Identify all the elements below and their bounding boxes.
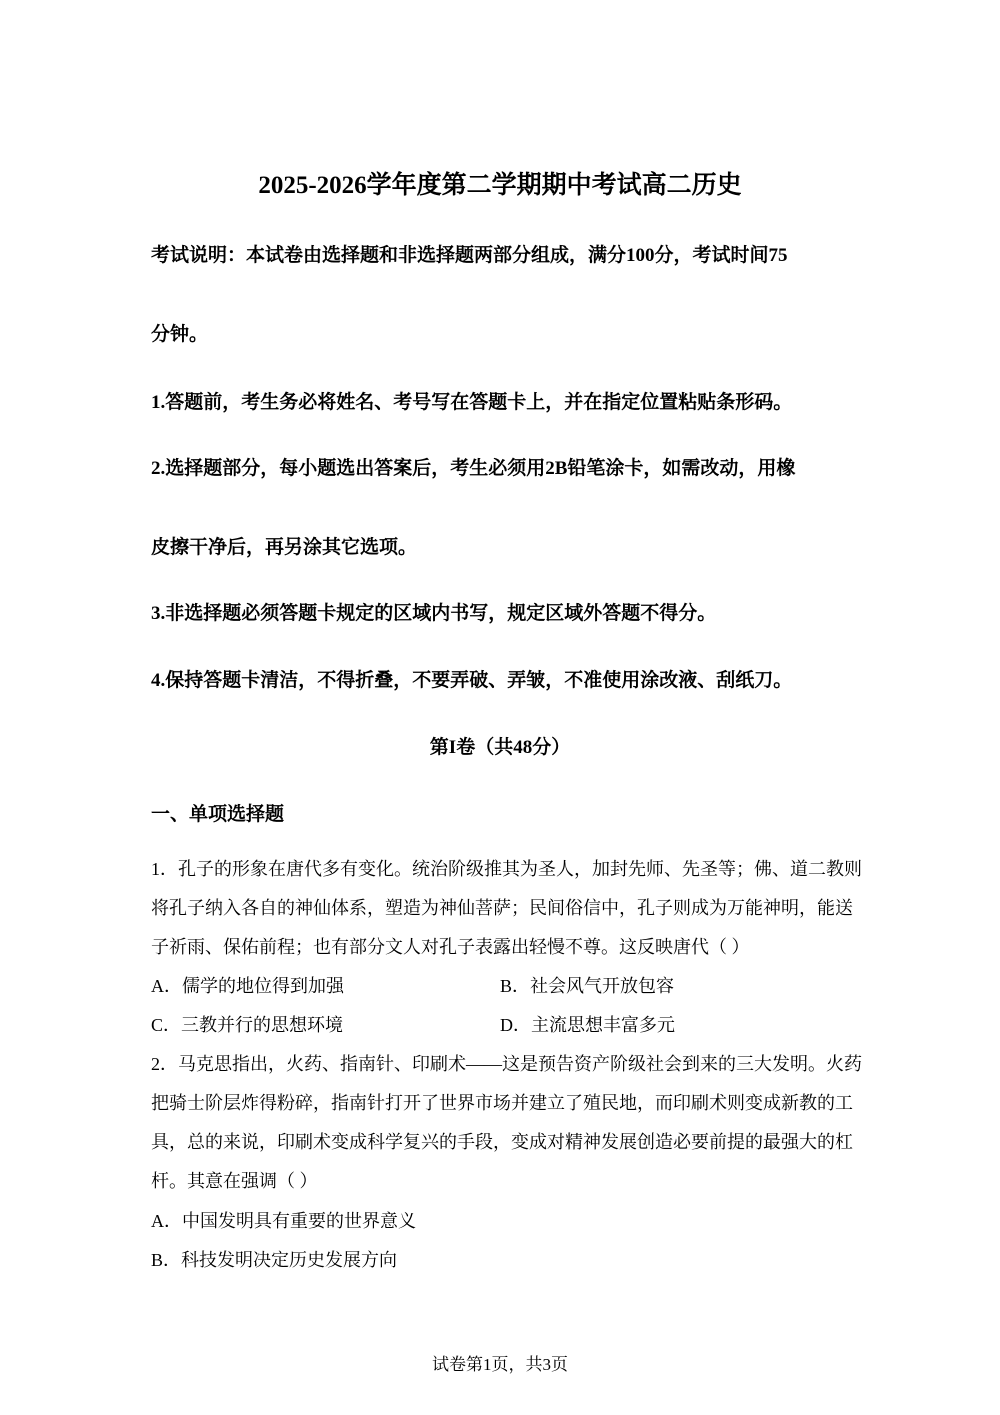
- exam-instructions-intro-cont: 分钟。: [151, 324, 209, 345]
- exam-rule-2-cont: 皮擦干净后，再另涂其它选项。: [151, 537, 418, 558]
- exam-rule-2: 2.选择题部分，每小题选出答案后，考生必须用2B铅笔涂卡，如需改动，用橡: [151, 458, 796, 479]
- question-2-line-4: 杆。其意在强调（ ）: [151, 1171, 318, 1191]
- question-2-line-3: 具，总的来说，印刷术变成科学复兴的手段，变成对精神发展创造必要前提的最强大的杠: [151, 1132, 853, 1152]
- page-footer: 试卷第1页，共3页: [432, 1355, 568, 1374]
- question-1-line-3: 子祈雨、保佑前程；也有部分文人对孔子表露出轻慢不尊。这反映唐代（ ）: [151, 937, 750, 957]
- question-2-option-a: A．中国发明具有重要的世界意义: [151, 1211, 416, 1231]
- part-heading: 第I卷（共48分）: [429, 737, 571, 758]
- section-heading: 一、单项选择题: [151, 804, 285, 825]
- exam-rule-3: 3.非选择题必须答题卡规定的区域内书写，规定区域外答题不得分。: [151, 603, 717, 624]
- question-2-option-b: B．科技发明决定历史发展方向: [151, 1250, 398, 1270]
- question-1-option-d: D．主流思想丰富多元: [500, 1015, 675, 1035]
- question-1-option-c: C．三教并行的思想环境: [151, 1015, 344, 1035]
- question-1-option-a: A．儒学的地位得到加强: [151, 976, 344, 996]
- question-1-line-1: 1．孔子的形象在唐代多有变化。统治阶级推其为圣人，加封先师、先圣等；佛、道二教则: [151, 859, 862, 879]
- question-2-line-1: 2．马克思指出，火药、指南针、印刷术——这是预告资产阶级社会到来的三大发明。火药: [151, 1054, 862, 1074]
- question-1-line-2: 将孔子纳入各自的神仙体系，塑造为神仙菩萨；民间俗信中，孔子则成为万能神明，能送: [151, 898, 853, 918]
- question-1-option-b: B．社会风气开放包容: [500, 976, 675, 996]
- exam-rule-4: 4.保持答题卡清洁，不得折叠，不要弄破、弄皱，不准使用涂改液、刮纸刀。: [151, 670, 793, 691]
- exam-rule-1: 1.答题前，考生务必将姓名、考号写在答题卡上，并在指定位置粘贴条形码。: [151, 392, 793, 413]
- question-2-line-2: 把骑士阶层炸得粉碎，指南针打开了世界市场并建立了殖民地，而印刷术则变成新教的工: [151, 1093, 853, 1113]
- exam-title: 2025-2026学年度第二学期期中考试高二历史: [258, 172, 742, 199]
- exam-instructions-intro: 考试说明：本试卷由选择题和非选择题两部分组成，满分100分，考试时间75: [151, 245, 788, 266]
